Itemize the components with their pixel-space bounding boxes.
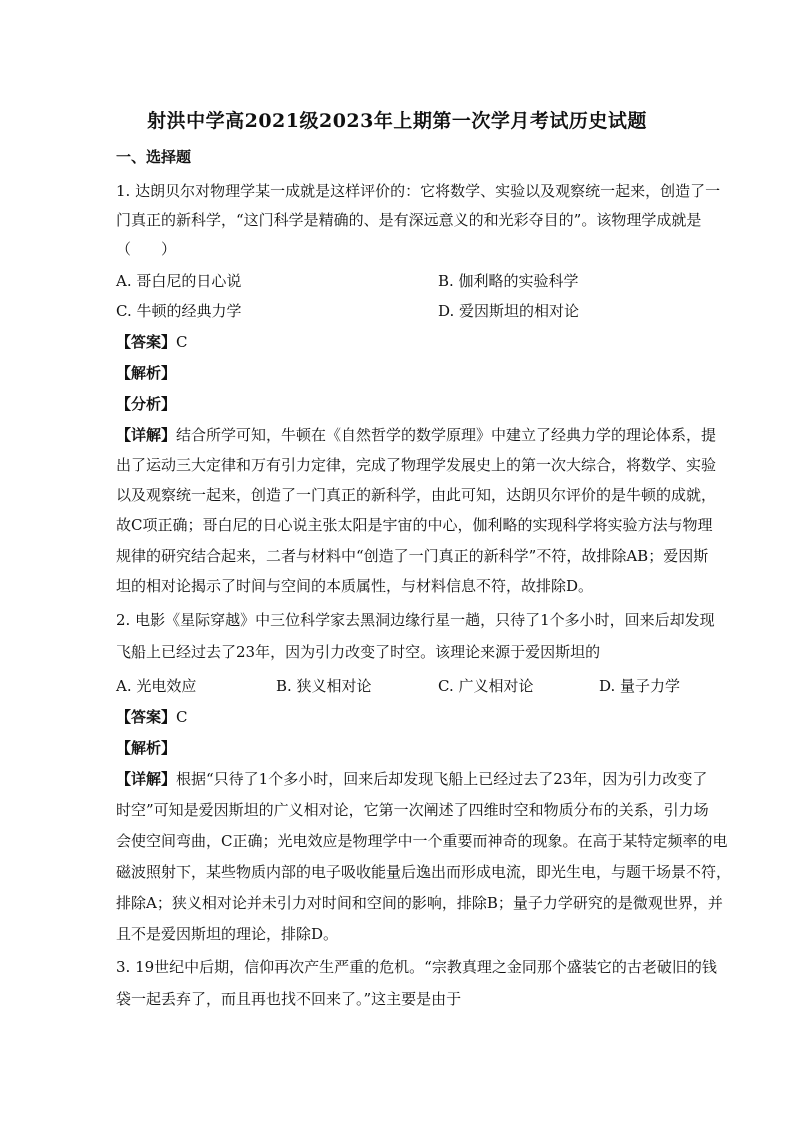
q1-detail-line-2: 出了运动三大定律和万有引力定律，完成了物理学发展史上的第一次大综合，将数学、实验 — [116, 456, 717, 474]
q1-stem-line-3: （ ） — [116, 240, 177, 258]
q2-answer — [116, 706, 188, 727]
q1-option-c: C. 牛顿的经典力学 — [116, 302, 242, 320]
q2-stem-line-2: 飞船上已经过去了23年，因为引力改变了时空。该理论来源于爱因斯坦的 — [116, 643, 601, 661]
section-heading: 一、选择题 — [116, 148, 192, 166]
q2-detail-line-2: 时空”可知是爱因斯坦的广义相对论，它第一次阐述了四维时空和物质分布的关系，引力场 — [116, 801, 709, 819]
q1-stem-line-1: 1. 达朗贝尔对物理学某一成就是这样评价的：它将数学、实验以及观察统一起来，创造了一 — [116, 182, 721, 200]
q1-detail-line-6: 坦的相对论揭示了时间与空间的本质属性，与材料信息不符，故排除D。 — [116, 577, 594, 595]
detail-tag: 【详解】 — [116, 426, 177, 444]
answer-value: C — [176, 333, 188, 351]
q1-detail-line-4: 故C项正确；哥白尼的日心说主张太阳是宇宙的中心，伽利略的实现科学将实验方法与物理 — [116, 516, 713, 534]
q2-option-d: D. 量子力学 — [599, 677, 681, 695]
q3-stem-line-2: 袋一起丢弃了，而且再也找不回来了。”这主要是由于 — [116, 990, 462, 1008]
answer-value: C — [176, 708, 188, 726]
answer-tag: 【答案】 — [116, 333, 177, 351]
detail-text: 根据“只待了1个多小时，回来后却发现飞船上已经过去了23年，因为引力改变了 — [176, 770, 708, 788]
q2-option-a: A. 光电效应 — [116, 677, 197, 695]
q2-option-c: C. 广义相对论 — [438, 677, 534, 695]
q2-option-b: B. 狭义相对论 — [276, 677, 372, 695]
q1-stem-line-2: 门真正的新科学，“这门科学是精确的、是有深远意义的和光彩夺目的”。该物理学成就是 — [116, 211, 702, 229]
q1-answer — [116, 331, 188, 352]
q1-detail-line-5: 规律的研究结合起来，二者与材料中“创造了一门真正的新科学”不符，故排除AB；爱因斯 — [116, 547, 709, 565]
page-title: 射洪中学高2021级2023年上期第一次学月考试历史试题 — [147, 110, 647, 132]
q2-detail-line-5: 排除A；狭义相对论并未引力对时间和空间的影响，排除B；量子力学研究的是微观世界，并 — [116, 894, 723, 912]
answer-tag: 【答案】 — [116, 708, 177, 726]
q1-option-a: A. 哥白尼的日心说 — [116, 272, 242, 290]
q2-detail-line-1 — [116, 768, 707, 789]
q1-option-d: D. 爱因斯坦的相对论 — [438, 302, 580, 320]
q2-detail-line-6: 且不是爱因斯坦的理论，排除D。 — [116, 925, 339, 943]
q1-fenxi-tag: 【分析】 — [116, 395, 177, 413]
q2-stem-line-1: 2. 电影《星际穿越》中三位科学家去黑洞边缘行星一趟，只待了1个多小时，回来后却发现 — [116, 611, 715, 629]
q1-analysis-tag: 【解析】 — [116, 364, 177, 382]
detail-text: 结合所学可知，牛顿在《自然哲学的数学原理》中建立了经典力学的理论体系，提 — [176, 426, 717, 444]
q1-option-b: B. 伽利略的实验科学 — [438, 272, 579, 290]
q2-detail-line-3: 会使空间弯曲，C正确；光电效应是物理学中一个重要而神奇的现象。在高于某特定频率的电 — [116, 832, 728, 850]
detail-tag: 【详解】 — [116, 770, 177, 788]
q3-stem-line-1: 3. 19世纪中后期，信仰再次产生严重的危机。“宗教真理之金同那个盛装它的古老破旧的钱 — [116, 958, 717, 976]
q2-detail-line-4: 磁波照射下，某些物质内部的电子吸收能量后逸出而形成电流，即光生电，与题干场景不符， — [116, 863, 732, 881]
q2-analysis-tag: 【解析】 — [116, 739, 177, 757]
q1-detail-line-3: 以及观察统一起来，创造了一门真正的新科学，由此可知，达朗贝尔评价的是牛顿的成就， — [116, 486, 717, 504]
q1-detail-line-1 — [116, 424, 716, 445]
